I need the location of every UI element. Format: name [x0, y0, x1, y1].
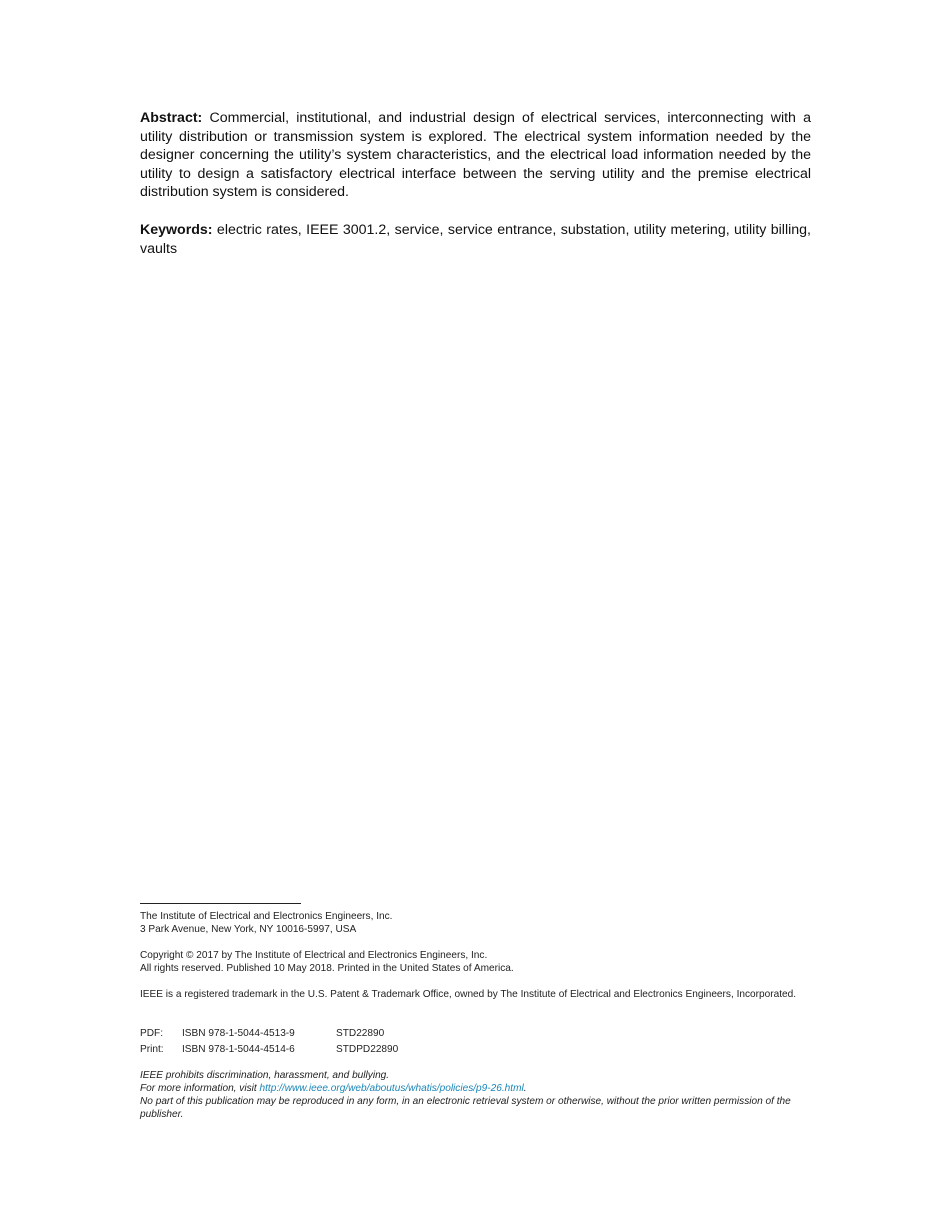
- publisher-name: The Institute of Electrical and Electronics Engineers, Inc.: [140, 911, 393, 922]
- trademark-block: [140, 988, 815, 1001]
- copyright-block: [140, 949, 815, 975]
- footer-divider: [140, 903, 301, 904]
- policy-statement: IEEE prohibits discrimination, harassment, and bullying.: [140, 1070, 390, 1081]
- isbn-code: STDPD22890: [336, 1044, 399, 1055]
- policy-link[interactable]: http://www.ieee.org/web/aboutus/whatis/policies/p9-26.html: [259, 1083, 524, 1094]
- trademark-text: IEEE is a registered trademark in the U.S. Patent & Trademark Office, owned by The Institute of Electrical and Electronics Engineers, Incorporated.: [140, 989, 797, 1000]
- abstract-paragraph: [140, 109, 811, 202]
- isbn-number: ISBN 978-1-5044-4513-9: [182, 1028, 295, 1039]
- keywords-label: Keywords:: [140, 222, 213, 238]
- abstract-text: Commercial, institutional, and industrial design of electrical services, interconnecting with a utility distribution or transmission system is explored. The electrical system information needed by the designer concerning the utility’s system characteristics, and the electrical load information needed by the utility to design a satisfactory electrical interface between the serving utility and the premise electrical distribution system is considered.: [140, 110, 811, 201]
- rights-line: All rights reserved. Published 10 May 2018. Printed in the United States of America.: [140, 963, 514, 974]
- policy-block: [140, 1069, 815, 1121]
- isbn-table: [140, 1026, 436, 1058]
- copyright-line: Copyright © 2017 by The Institute of Electrical and Electronics Engineers, Inc.: [140, 950, 488, 961]
- isbn-row-print: [140, 1042, 436, 1058]
- policy-info-prefix: For more information, visit: [140, 1083, 260, 1094]
- isbn-number: ISBN 978-1-5044-4514-6: [182, 1044, 295, 1055]
- isbn-format: Print:: [140, 1044, 164, 1055]
- keywords-paragraph: [140, 221, 811, 258]
- reproduction-notice: No part of this publication may be reproduced in any form, in an electronic retrieval system or otherwise, without the prior written permission of the publisher.: [140, 1096, 791, 1120]
- keywords-text: electric rates, IEEE 3001.2, service, service entrance, substation, utility metering, utility billing, vaults: [140, 222, 811, 257]
- policy-info-line: [140, 1082, 815, 1095]
- isbn-row-pdf: [140, 1026, 436, 1042]
- isbn-format: PDF:: [140, 1028, 163, 1039]
- policy-info-suffix: .: [523, 1083, 527, 1094]
- isbn-code: STD22890: [336, 1028, 385, 1039]
- publisher-address: 3 Park Avenue, New York, NY 10016-5997, USA: [140, 924, 357, 935]
- publisher-block: [140, 910, 815, 936]
- abstract-label: Abstract:: [140, 110, 203, 126]
